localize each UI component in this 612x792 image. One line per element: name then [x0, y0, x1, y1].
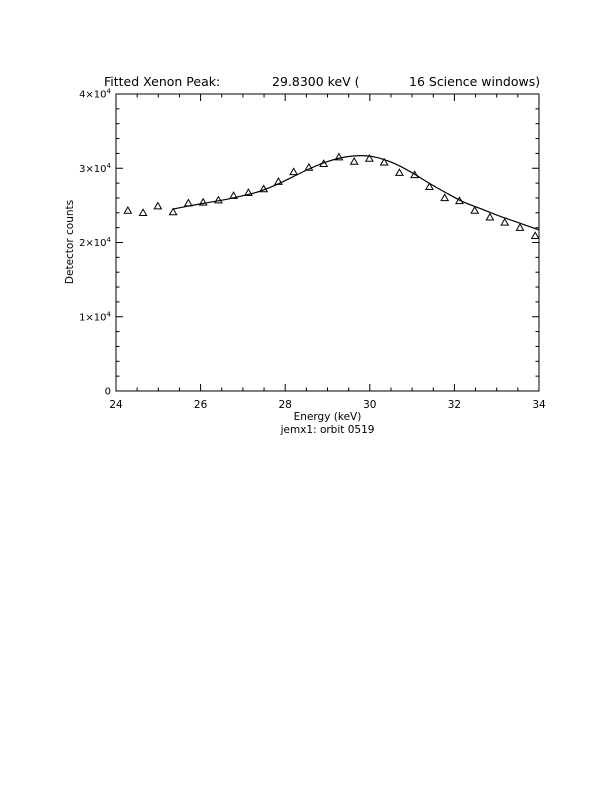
- data-point-triangle: [501, 219, 508, 225]
- data-point-triangle: [139, 209, 146, 215]
- x-tick-label: 26: [193, 399, 208, 411]
- data-point-triangle: [486, 214, 493, 220]
- y-tick-label: $2\times 10^4$: [79, 236, 111, 249]
- plot-frame: [116, 94, 539, 391]
- x-axis-label: Energy (keV): [293, 411, 362, 423]
- x-tick-label: 30: [363, 399, 377, 411]
- title-left: Fitted Xenon Peak:: [104, 74, 221, 89]
- data-point-triangle: [124, 207, 131, 213]
- data-point-triangle: [396, 169, 403, 175]
- x-tick-label: 24: [109, 399, 123, 411]
- fit-curve: [173, 156, 539, 230]
- data-point-triangle: [170, 208, 177, 214]
- title-windows: 16 Science windows): [409, 74, 541, 89]
- data-point-triangle: [200, 199, 207, 205]
- x-tick-label: 28: [278, 399, 292, 411]
- data-point-triangle: [215, 197, 222, 203]
- y-tick-label: $1\times 10^4$: [79, 310, 111, 324]
- y-tick-labels: [79, 88, 111, 398]
- data-point-triangle: [351, 158, 358, 164]
- chart-subtitle: jemx1: orbit 0519: [280, 424, 375, 436]
- data-point-triangle: [516, 224, 523, 230]
- data-point-triangle: [185, 200, 192, 206]
- y-tick-label: 0: [104, 386, 111, 398]
- data-point-triangle: [532, 232, 539, 238]
- data-point-triangle: [154, 203, 161, 209]
- axis-ticks: [116, 94, 539, 391]
- y-tick-label: $4\times 10^4$: [79, 87, 111, 101]
- data-point-triangle: [290, 168, 297, 174]
- x-tick-label: 32: [447, 399, 462, 411]
- data-points: [124, 154, 539, 239]
- x-tick-labels: [109, 399, 546, 411]
- x-tick-label: 34: [532, 399, 546, 411]
- y-axis-label: Detector counts: [64, 199, 76, 285]
- y-tick-label: $3\times 10^4$: [79, 161, 111, 175]
- data-point-triangle: [381, 159, 388, 165]
- title-energy: 29.8300 keV (: [272, 74, 360, 89]
- data-point-triangle: [441, 194, 448, 200]
